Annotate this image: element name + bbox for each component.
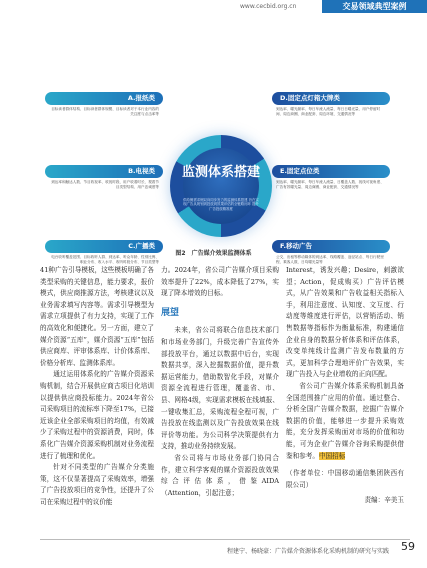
node-billboard: D.固定点灯箱大牌类 到达率、曝光频率、每日车流人流量、每日日曝光量、用户停留时间、周边商圈、商业配套、周边环境、交通情况等 xyxy=(272,92,390,117)
column-3 xyxy=(286,265,404,507)
editor-credit: 责编：辛美玉 xyxy=(364,496,404,505)
paragraph: 省公司将与市场业务部门协同合作，建立科学客观的媒介资源投放效果综合评估体系，借鉴AIDA（Attention，引起注意； xyxy=(161,453,279,497)
node-radio: C.广播类 电台收听覆盖范围、目标收听人群、到达率、听众年龄、性别比例、职业分布、收入水平、收听时段分布、节目类型等 xyxy=(45,240,163,265)
highlight-mark: 中国招标 xyxy=(318,451,346,460)
column-1 xyxy=(40,265,154,508)
paragraph: 41种广告引导模板，这些模板明确了各类型采购的关键信息，能力要求，报价模式，供应商推源方法，考核建议以及业务需求填写内容等。需求引导模型为需求立项提供了有力支持，实现了工作的高效化和便捷化。另一方面，建立了媒介资源“五库”，媒介资源“五库”包括供应商库、评审体系库、计价体系库、价格分析库、监测体系库。 xyxy=(40,266,154,367)
node-tv: B.电视类 到达率和触达人数、节目收视率、收视时段、用户收看时长、观看节目类型结构、用户忠诚度等 xyxy=(45,165,163,190)
page-number: 59 xyxy=(401,540,415,553)
figure-caption: 图2 广告媒介效果监测体系 xyxy=(175,250,252,257)
paragraph: 未来，省公司将联合信息技术部门和市场业务部门，升级完善广告宣传外部投放平台，通过以数据中后台，实现数据共享，深入挖掘数据价值，提升数据运营能力，借助数智化手段，对媒介资源全流程进行管理，覆盖省、市、县、网格4级，实现需求模板在线填报、一键收集汇总，采购流程全程可视，广告投放在线监测以及广告投放效果在线评价等功能。为公司科学决策提供有力支持，推动业务持续发展。 xyxy=(161,326,279,451)
footer-running-title: 程建宁、杨晓豪：广告媒介资源体系化采购机制的研究与实践 xyxy=(226,548,389,555)
header-site: www.cecbid.org.cn xyxy=(240,3,297,10)
paragraph: Interest，诱发兴趣；Desire，刺激欲望；Action，促成购买）广告评估模式，从广告效果和广告收益相关指标入手，利用注意度、认知度、文互度、行动度等维度进行评估，以营销活动、销售数据等指标作为衡量标准，构建通信企业自身的数据分析体系和评估体系，改变单纯线计监测广告发布数量的方式，更加科学合理地评价广告效果，实现广告投入与企业增收的正向匹配。 xyxy=(286,266,404,379)
paragraph: 针对不同类型的广告媒介分类施策，这不仅显著提高了采购效率，增强了广告投放项目的竞争性，还提升了公司在采购过程中的议价能 xyxy=(40,463,154,506)
paragraph: 省公司广告媒介体系采购机制具备全国范围推广应用的价值。通过整合、分析全国广告媒介数据，挖掘广告媒介数据的价值，能够进一步提升采购效能，充分发挥采购面对市场的价值和功能，可为企业广告媒介谷询采购提供借鉴和参考。中国招标 xyxy=(286,381,404,460)
footer-divider xyxy=(40,539,410,540)
column-2 xyxy=(161,265,279,499)
paragraph: 通过运用体系化的广告媒介资源采购机制，结合开展供应商古项目化培训以提供供应商投标能力。2024年省公司采购项目的流标率下降至17%，已接近该企业全部采购项目的均值，有效减少了采购过程中的资源消费，同时，体系化广告媒介资源采购机制对业务流程进行了梳理和优化。 xyxy=(40,370,154,460)
center-ring xyxy=(170,135,272,237)
diagram-center-subtitle: 供给侧需求侧双向同步发力的监测体系搭建 旨在实现广告从规划到投放到效果评估的全链路闭环 提升广告投放精准度 xyxy=(183,198,259,211)
diagram-center-title: 监测体系搭建 xyxy=(181,165,260,180)
author-affiliation: （作者单位：中国移动通信集团陕西有限公司） xyxy=(286,469,404,489)
node-fixed-point: E.固定点位类 到达率、曝光频率、每日车流人流量、日覆盖人数、视线可视角度、广告有效曝光量、周边商圈、商业配套、交通情况等 xyxy=(272,165,390,190)
section-heading: 展望 xyxy=(161,307,180,318)
node-mobile-ads: F.移动广告 公交、出租等移动媒体的到达率、线路覆盖、途径站点、每日行驶里程、乘客人数、日均曝光量等 xyxy=(272,240,390,265)
node-newspaper: A.报纸类 目标读者群体结构、目标读者群体规模、目标读者对于本行业内容的关注度与点击率等 xyxy=(45,92,163,117)
section-badge: 交易领域典型案例 xyxy=(322,0,427,13)
paragraph: 力。2024年，省公司广告媒介项目采购效率提升了22%，成本降低了27%，实现了降本增效的目标。 xyxy=(161,266,279,298)
